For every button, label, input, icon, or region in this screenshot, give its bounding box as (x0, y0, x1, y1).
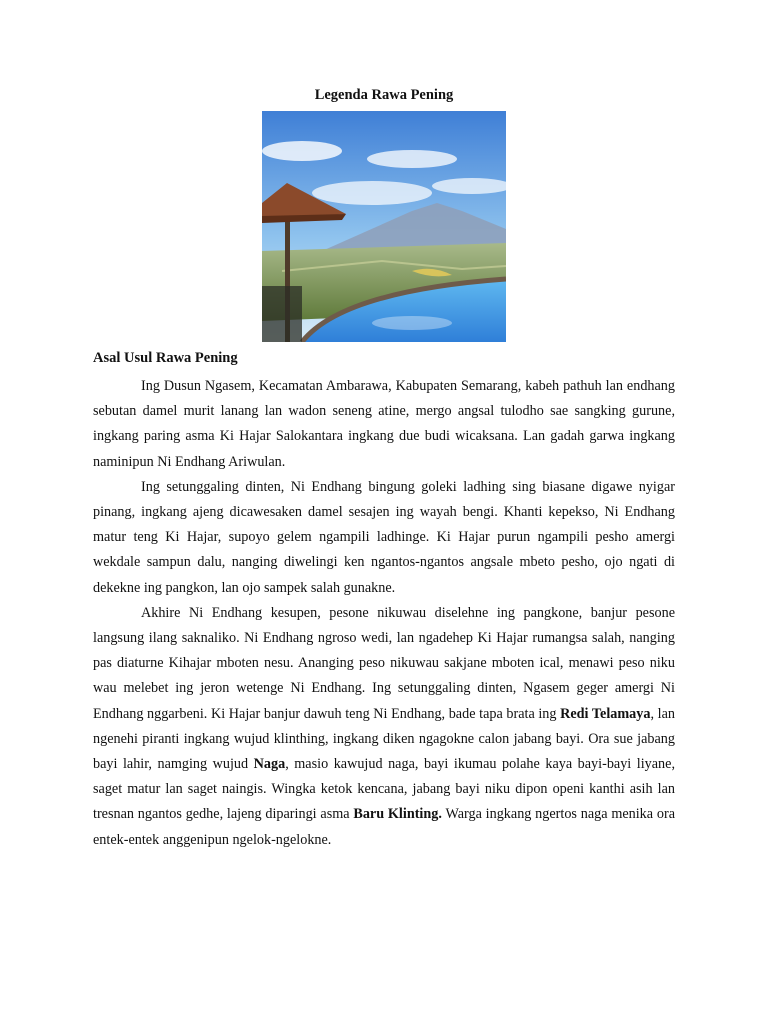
document-title: Legenda Rawa Pening (314, 87, 454, 103)
redi-telamaya-bold: Redi Telamaya (560, 705, 651, 722)
paragraph-2: Ing setunggaling dinten, Ni Endhang bingung goleki ladhing sing biasane digawe nyigar pinang, ingkang ajeng dicawesaken damel sesajen ing wayah bengi. Khanti kepekso, Ni Endhang matur teng Ki Hajar, supoyo gelem ngampili ladhinge. Ki Hajar purun ngampili pesho amergi wekdale sampun dalu, nanging diwelingi ken ngantos-ngantos angsale mbeto pesho, ojo ngati di dekekne ing pangkon, lan ojo sampek salah gunakne. (93, 478, 675, 596)
section-heading: Asal Usul Rawa Pening (93, 350, 238, 366)
paragraph-3 (93, 601, 675, 853)
paragraph-3-text-a: Akhire Ni Endhang kesupen, pesone nikuwau diselehne ing pangkone, banjur pesone langsung ilang saknaliko. Ni Endhang ngroso wedi, lan ngadehep Ki Hajar rumangsa salah, nanging pas diaturne Kihajar mboten nesu. Ananging peso nikuwau sakjane mboten ical, menawi peso niku wau melebet ing jeron wetenge Ni Endhang. Ing setunggaling dinten, Ngasem geger amergi Ni Endhang nggarbeni. Ki Hajar banjur dawuh teng Ni Endhang, bade tapa brata ing (93, 604, 675, 722)
landscape-photo (262, 111, 506, 342)
body-text (93, 374, 675, 853)
paragraph-3-text-d: Warga ingkang ngertos naga menika ora entek-entek anggenipun ngelok-ngelokne. (93, 806, 675, 848)
paragraph-3-text-c: , masio kawujud naga, bayi ikumau polahe kaya bayi-bayi liyane, saget matur lan saget naingis. Wingka ketok kencana, jabang bayi niku dipon openi kanthi asih lan tresnan ngantos gedhe, lajeng diparingi asma (93, 756, 675, 823)
landscape-photo-icon (262, 111, 506, 342)
baru-klinting-bold: Baru Klinting. (353, 806, 442, 823)
paragraph-3-text-b: , lan ngenehi piranti ingkang wujud klinthing, ingkang diken ngagokne calon jabang bayi. Ora sue jabang bayi lahir, namging wujud (93, 705, 675, 773)
naga-bold: Naga (253, 756, 286, 773)
paragraph-1: Ing Dusun Ngasem, Kecamatan Ambarawa, Kabupaten Semarang, kabeh pathuh lan endhang sebutan damel murit lanang lan wadon seneng atine, mergo angsal tulodho sae sangking gurune, ingkang paring asma Ki Hajar Salokantara ingkang due budi wicaksana. Lan gadah garwa ingkang naminipun Ni Endhang Ariwulan. (93, 378, 675, 470)
